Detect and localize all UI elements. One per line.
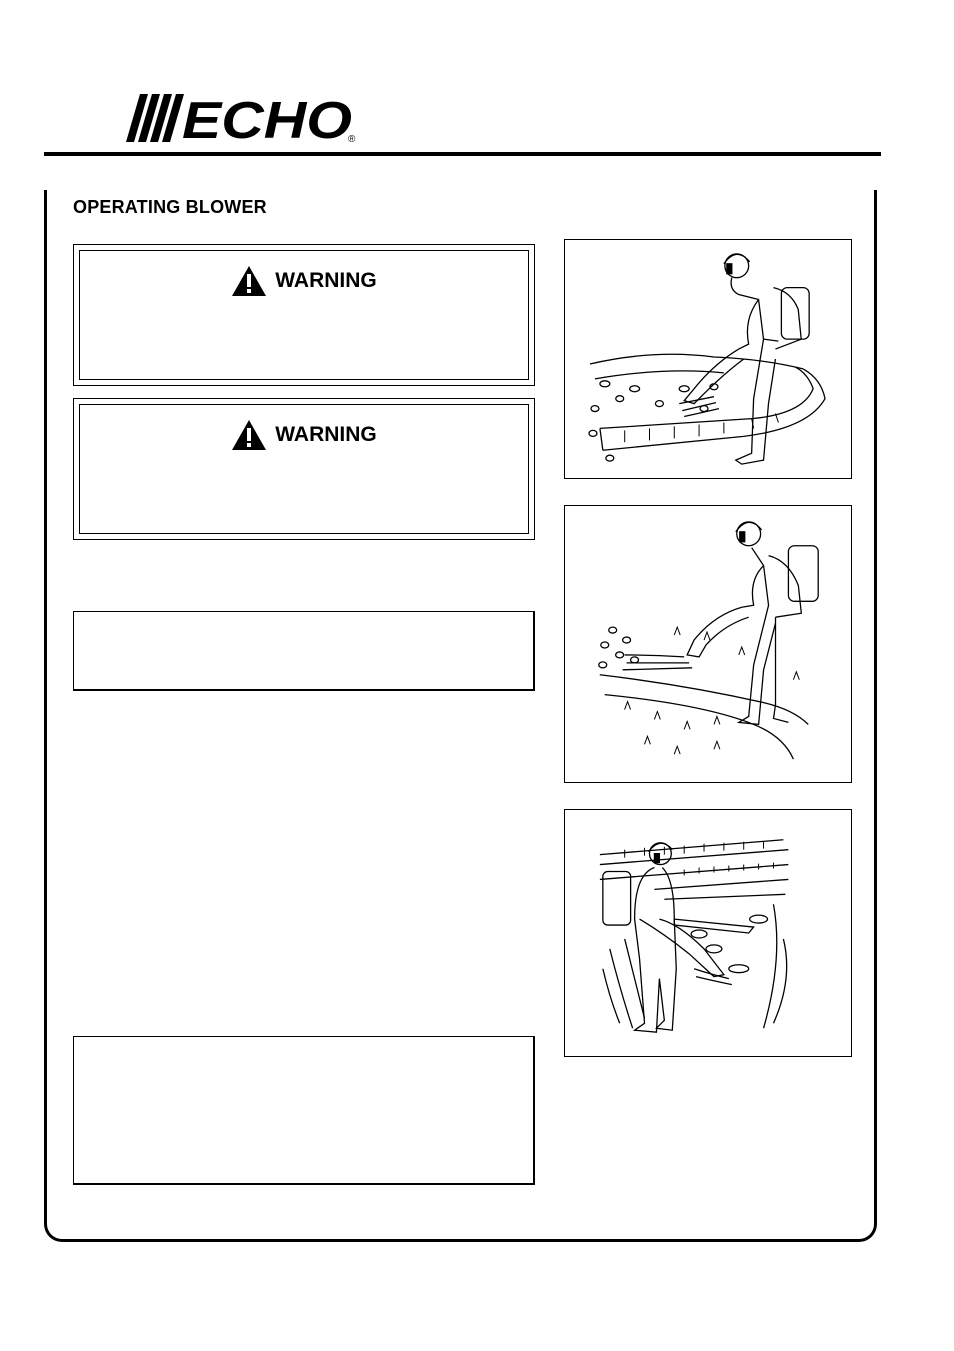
illustration-blowing-stands <box>564 809 852 1057</box>
svg-text:ECHO: ECHO <box>182 92 352 144</box>
warning-header <box>74 265 534 297</box>
warning-label: WARNING <box>275 423 377 446</box>
illustration-blowing-path <box>564 505 852 783</box>
illustration-blowing-curb <box>564 239 852 479</box>
warning-triangle-icon <box>231 265 267 297</box>
section-title: OPERATING BLOWER <box>73 197 267 217</box>
header-rule <box>44 152 881 156</box>
warning-triangle-icon <box>231 419 267 451</box>
echo-logo <box>124 92 364 144</box>
warning-box-1 <box>73 244 535 386</box>
warning-box-2 <box>73 398 535 540</box>
svg-text:®: ® <box>348 134 356 144</box>
note-box-1 <box>73 611 535 691</box>
note-box-2 <box>73 1036 535 1185</box>
warning-label: WARNING <box>275 269 377 292</box>
warning-header <box>74 419 534 451</box>
